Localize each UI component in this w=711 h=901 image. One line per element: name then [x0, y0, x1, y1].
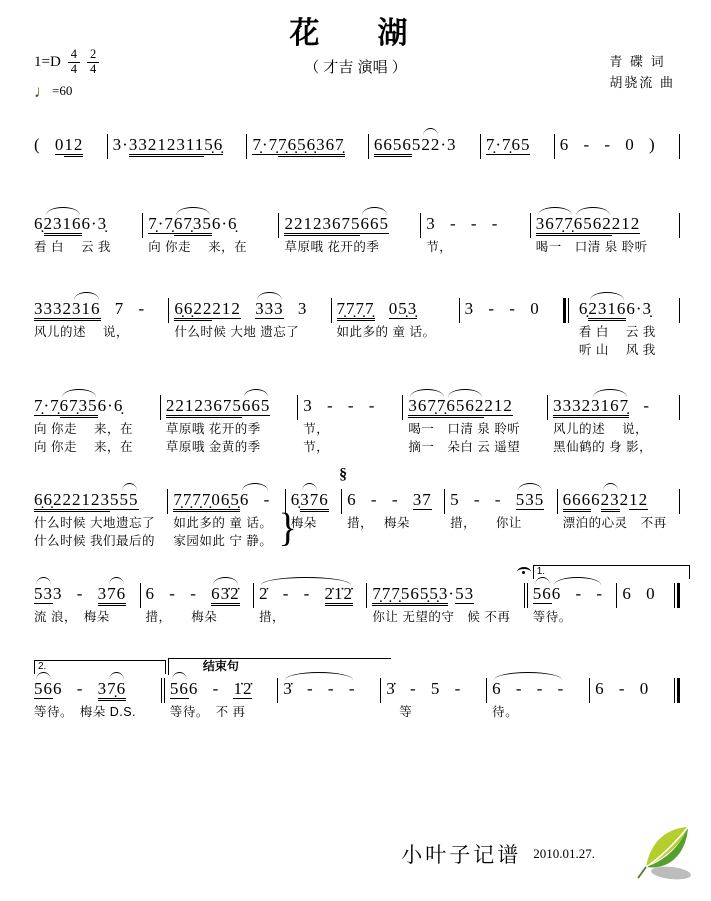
key-signature: 1=D: [34, 53, 61, 70]
barline-single: [480, 134, 481, 159]
lyric-line-2: 节，: [303, 440, 330, 454]
barline-single: [246, 134, 247, 159]
meter-denominator: 4: [70, 61, 78, 76]
meter-numerator: 4: [68, 48, 80, 63]
notation-credit: 小叶子记谱: [401, 843, 522, 867]
jianpu-notes: 6 - 0: [595, 679, 650, 698]
barline-single: [459, 298, 460, 323]
lyric-line-2: [347, 533, 439, 550]
barline-single: [402, 395, 403, 420]
lyric-line-1: 草原哦 花开的季: [284, 240, 380, 254]
measure: [593, 658, 671, 721]
measure: [250, 114, 364, 159]
measure: [534, 193, 676, 256]
measure: [32, 375, 157, 456]
jianpu-notes: 3̇ - - -: [283, 679, 356, 698]
lyric-line-2: 摘一 朵白 云 遥望: [408, 440, 521, 454]
jianpu-notes: 7̣·7̣7̣6̣5̣6̣367̣: [252, 132, 362, 157]
measure: [32, 563, 137, 626]
jianpu-notes: 3 - - -: [426, 214, 499, 233]
barline-single: [142, 213, 143, 238]
barline-single: [557, 489, 558, 514]
barline-single: [679, 134, 680, 159]
barline-single: [167, 489, 168, 514]
song-title: 花 湖: [289, 17, 422, 50]
lyric-line-2: 听 山 风 我: [578, 343, 656, 357]
system-5: [32, 466, 683, 551]
lyric-line-1: [622, 609, 664, 626]
jianpu-notes: 3·332123115̣6̣: [113, 132, 242, 157]
measure: [484, 114, 551, 159]
jianpu-notes: 6̣376: [291, 487, 336, 512]
volta-bracket: 1.: [533, 565, 690, 579]
jianpu-notes: 7̣7̣7̣7̣06̣5̣6 -: [173, 487, 279, 512]
jianpu-notes: 6 - - 0 ): [559, 135, 656, 154]
barline-single: [616, 583, 617, 608]
meter-numerator: 2: [87, 48, 99, 63]
jianpu-notes: 7̣7̣7̣565̣5̣3·53: [372, 581, 518, 606]
measure: [32, 658, 158, 721]
jianpu-notes: ( 012: [34, 132, 102, 157]
measure: [111, 114, 244, 159]
barline-single: [168, 298, 169, 323]
barline-single: [547, 395, 548, 420]
barline-single: [140, 583, 141, 608]
measure: [282, 193, 417, 256]
barline-single: [253, 583, 254, 608]
barline-single: [486, 678, 487, 703]
measure: [171, 469, 297, 551]
lyric-line-1: 看 白 云 我: [34, 240, 111, 254]
meter-denominator: 4: [90, 61, 97, 76]
measure: [372, 114, 477, 159]
measure: [406, 375, 544, 456]
system-7: [32, 658, 683, 721]
lyric-line-2: [465, 342, 558, 359]
quarter-note-icon: ♩: [34, 81, 51, 101]
jianpu-notes: 3 - - 0: [464, 299, 540, 318]
barline-single: [341, 489, 342, 514]
lyric-line-2: [174, 342, 325, 359]
jianpu-notes: 22123675665: [284, 211, 415, 236]
lyricist-credit: 青 碟 词: [609, 54, 666, 69]
measure: [384, 658, 483, 721]
jianpu-notes: 6 0: [622, 584, 656, 603]
leaf-logo-icon: [633, 825, 697, 883]
time-signature-1: [68, 48, 80, 77]
score-header: [0, 0, 711, 110]
jianpu-notes: 3332316 7 -: [34, 296, 163, 321]
measure: [32, 193, 139, 256]
lyric-line-1: [595, 704, 669, 721]
barline-final: [674, 678, 680, 703]
jianpu-notes: 367̣7̣6562212: [408, 393, 542, 418]
measure: [558, 114, 676, 159]
measure: [32, 114, 104, 159]
barline-single: [297, 395, 298, 420]
barline-single: [368, 134, 369, 159]
barline-single: [679, 213, 680, 238]
barline-double: [524, 583, 528, 608]
lyric-line-1: 喝一 口清 泉 聆听: [408, 422, 521, 436]
measure: [32, 278, 165, 359]
lyric-line-2: [291, 533, 336, 550]
jianpu-notes: 6656522·3: [374, 132, 475, 157]
key-and-tempo: [34, 48, 99, 100]
barline-single: [380, 678, 381, 703]
measure: [490, 658, 586, 721]
jianpu-notes: 7̣·7̣67̣356·6̣: [148, 211, 273, 236]
measure: [32, 469, 164, 550]
notation-systems: [0, 110, 711, 721]
barline-single: [679, 298, 680, 323]
lyric-line-1: 措，: [258, 610, 285, 624]
jianpu-notes: 7̣·7̣65: [485, 135, 531, 154]
lyric-line-1: 向 你走 来，在: [34, 422, 133, 436]
key-signature-line: [34, 48, 99, 77]
lyric-line-1: 等待。 不 再: [169, 705, 246, 719]
time-signature-2: [87, 48, 99, 77]
lyric-line-1: 看 白 云 我: [578, 325, 656, 339]
barline-single: [331, 298, 332, 323]
jianpu-notes: 2̇ - - 2̇1̇2̇: [259, 581, 361, 606]
lyric-line-1: 喝一 口清 泉 聆听: [535, 240, 648, 254]
jianpu-notes: 5 - - 535: [450, 490, 545, 509]
measure: [301, 375, 399, 456]
measure: [335, 278, 456, 359]
jianpu-notes: 6̣6̣222123555: [34, 487, 162, 512]
jianpu-notes: 6̣6̣22212 333 3: [174, 296, 325, 321]
jianpu-notes: 3 - - -: [303, 396, 376, 415]
measure: [561, 469, 676, 550]
lyric-line-1: [465, 324, 558, 341]
barline-single: [589, 678, 590, 703]
jianpu-notes: 533 - 376: [34, 581, 135, 606]
jianpu-notes: 7̣7̣7̣7̣ 05̣3̣: [337, 296, 454, 321]
lyric-line-1: 等: [386, 705, 413, 719]
lyric-line-2: [34, 342, 163, 359]
measure: [424, 193, 527, 256]
lyric-line-2: 什么时候 我们最后的: [34, 534, 155, 548]
lyric-line-1: 你让 无望的守 候 不再: [372, 610, 511, 624]
lyric-line-1: 风儿的述 说，: [553, 422, 649, 436]
credits: [609, 52, 675, 94]
lyric-line-1: 草原哦 花开的季: [165, 422, 261, 436]
barline-single: [107, 134, 108, 159]
jianpu-notes: 7̣·7̣67̣356·6̣: [34, 393, 155, 418]
lyric-line-1: 如此多的 童 话。: [336, 325, 436, 339]
barline-single: [530, 213, 531, 238]
lyric-line-1: 措， 你让: [450, 516, 522, 530]
measure: [345, 469, 441, 550]
barline-single: [278, 213, 279, 238]
lyric-line-1: 节，: [426, 240, 453, 254]
system-3: [32, 278, 683, 359]
measure: [463, 278, 560, 359]
lyric-line-2: [450, 533, 551, 550]
system-2: [32, 193, 683, 256]
barline-single: [679, 395, 680, 420]
jianpu-notes: 566 - 1̇2̇: [169, 679, 253, 698]
segno-icon: §: [339, 466, 348, 483]
jianpu-notes: 6 - - -: [492, 679, 565, 698]
measure: [146, 193, 275, 256]
lyric-line-2: 家园如此 宁 静。: [173, 534, 273, 548]
measure: [577, 278, 676, 359]
jianpu-notes: 666623212: [563, 487, 674, 512]
lyric-line-1: 向 你走 来，在: [148, 240, 248, 254]
notation-date: 2010.01.27.: [533, 846, 595, 861]
barline-single: [679, 489, 680, 514]
jianpu-notes: 566 - -: [532, 584, 604, 603]
measure: [370, 563, 520, 626]
tempo-value: =60: [52, 83, 73, 98]
composer-credit: 胡骁流 曲: [609, 74, 675, 90]
lyric-line-1: 措， 梅朵: [347, 516, 410, 530]
lyric-line-2: 向 你走 来，在: [34, 440, 133, 454]
jianpu-notes: 6̣23166·3̣: [34, 211, 137, 236]
measure: [144, 563, 250, 626]
performer-subtitle: （ 才吉 演唱 ）: [304, 59, 407, 76]
system-4: [32, 375, 683, 456]
lyric-line-1: 等待。 梅朵 D.S.: [34, 705, 137, 719]
barline-single: [420, 213, 421, 238]
measure: [257, 563, 363, 626]
jianpu-notes: 367̣7̣6562212: [536, 211, 674, 236]
tempo-marking: [34, 83, 99, 100]
lyric-line-1: 漂泊的心灵 不再: [562, 516, 667, 530]
measure: [448, 469, 553, 550]
lyric-line-2: [337, 342, 454, 359]
lyric-line-1: 什么时候 大地 遗忘了: [174, 325, 300, 339]
measure: [164, 375, 294, 456]
score-footer: [0, 825, 711, 883]
barline-single: [366, 583, 367, 608]
ending-phrase-label: 结束句: [168, 658, 392, 675]
measure: [551, 375, 676, 456]
measure: [168, 658, 274, 721]
jianpu-notes: 33323167̣ -: [553, 393, 674, 418]
verse-brace: }: [278, 505, 297, 551]
lyric-line-1: 节，: [303, 422, 330, 436]
measure: [531, 563, 614, 626]
jianpu-notes: 6 - - 63̇2̇: [146, 581, 248, 606]
measure: [172, 278, 327, 359]
lyric-line-1: [283, 704, 375, 721]
system-6: [32, 563, 683, 626]
barline-single: [160, 395, 161, 420]
lyric-line-1: 流 浪， 梅朵: [34, 610, 110, 624]
lyric-line-1: 梅朵: [290, 516, 317, 530]
jianpu-notes: 3̇ - 5 -: [386, 679, 462, 698]
barline-single: [277, 678, 278, 703]
barline-single: [444, 489, 445, 514]
volta-bracket: 2.: [34, 660, 166, 674]
jianpu-notes: 6̣23166·3̣: [579, 296, 674, 321]
lyric-line-1: 什么时候 大地遗忘了: [34, 516, 155, 530]
barline-double: [161, 678, 165, 703]
barline-repeat-end: [669, 583, 680, 608]
lyric-line-1: 风儿的述 说，: [34, 325, 129, 339]
lyric-line-1: 如此多的 童 话。: [173, 516, 273, 530]
barline-single: [554, 134, 555, 159]
lyric-line-1: 措， 梅朵: [145, 610, 218, 624]
system-1: [32, 114, 683, 159]
jianpu-notes: 566 - 37̣6: [34, 676, 156, 701]
fermata-icon: [517, 567, 531, 577]
jianpu-notes: 6 - - 37: [347, 490, 432, 509]
lyric-line-2: 草原哦 金黄的季: [165, 440, 261, 454]
barline-repeat-start: [563, 298, 574, 323]
lyric-line-1: 待。: [492, 705, 519, 719]
jianpu-notes: 22123675665: [166, 393, 292, 418]
lyric-line-1: 等待。: [532, 610, 572, 624]
lyric-line-2: [563, 533, 674, 550]
lyric-line-2: 黑仙鹤的 身 影，: [553, 440, 653, 454]
